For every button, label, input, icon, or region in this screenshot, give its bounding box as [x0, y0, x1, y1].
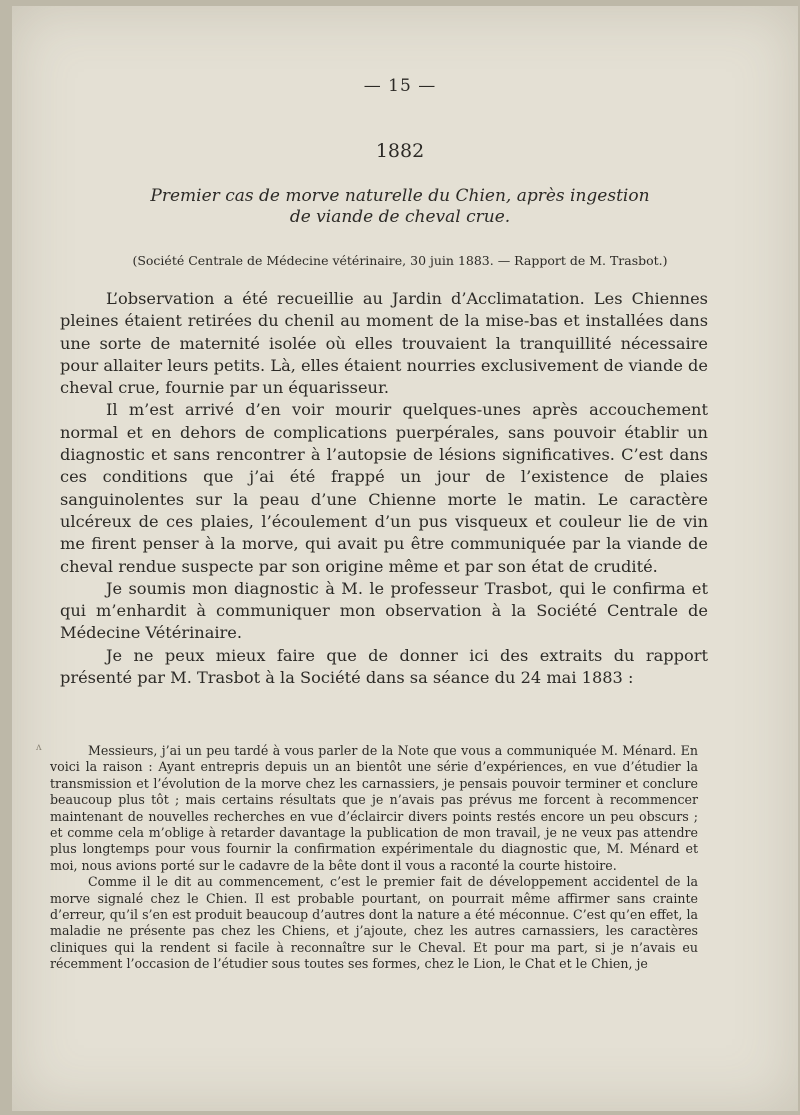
paragraph: L’observation a été recueillie au Jardin d’Acclimatation. Les Chiennes pleines étaient retirées du chenil au moment de la mise-bas et installées dans une sorte de maternité isolée où elles trouvaient la tranquillité nécessaire pour allaiter leurs petits. Là, elles étaient nourries exclusivement de viande de cheval crue, fournie par un équarisseur.: [60, 289, 708, 398]
quoted-report: [50, 743, 698, 973]
source-citation: (Société Centrale de Médecine vétérinaire, 30 juin 1883. — Rapport de M. Trasbot.): [132, 253, 668, 268]
margin-mark: ʌ: [36, 742, 42, 753]
main-text: [60, 288, 708, 689]
paragraph: Il m’est arrivé d’en voir mourir quelques-unes après accouchement normal et en dehors de complications puerpérales, sans pouvoir établir un diagnostic et sans rencontrer à l’autopsie de lésions significatives. C’est dans ces conditions que j’ai été frappé un jour de l’existence de plaies sanguinolentes sur la peau d’une Chienne morte le matin. Le caractère ulcéreux de ces plaies, l’écoulement d’un pus visqueux et couleur lie de vin me firent penser à la morve, qui avait pu être communiquée par la viande de cheval rendue suspecte par son origine même et par son état de crudité.: [60, 400, 708, 576]
paragraph: Je soumis mon diagnostic à M. le professeur Trasbot, qui le confirma et qui m’enhardit à communiquer mon observation à la Société Centrale de Médecine Vétérinaire.: [60, 578, 708, 643]
quote-paragraph: Messieurs, j’ai un peu tardé à vous parler de la Note que vous a communiquée M. Ménard. En voici la raison : Ayant entrepris depuis un an bientôt une série d’expériences, en vue d’étudier la transmission et l’évolution de la morve chez les carnassiers, je pensais pouvoir terminer et conclure beaucoup plus tôt ; mais certains résultats que je n’avais pas prévus me forcent à recommencer maintenant de nouvelles recherches en vue d’éclaircir divers points restés encore un peu obscurs ; et comme cela m’oblige à retarder davantage la publication de mon travail, je ne veux pas attendre plus longtemps pour vous fournir la confirmation expérimentale du diagnostic que, M. Ménard et moi, nous avions porté sur le cadavre de la bête dont il vous a raconté la courte histoire.: [50, 743, 698, 873]
paragraph: Je ne peux mieux faire que de donner ici des extraits du rapport présenté par M. Trasbot à la Société dans sa séance du 24 mai 1883 :: [60, 645, 708, 688]
quote-paragraph: Comme il le dit au commencement, c’est le premier fait de développement accidentel de la morve signalé chez le Chien. Il est probable pourtant, on pourrait même affirmer sans crainte d’erreur, qu’il s’en est produit beaucoup d’autres dont la nature a été méconnue. C’est qu’en effet, la maladie ne présente pas chez les Chiens, et j’ajoute, chez les autres carnassiers, les caractères cliniques qui la rendent si facile à reconnaître sur le Cheval. Et pour ma part, si je n’avais eu récemment l’occasion de l’étudier sous toutes ses formes, chez le Lion, le Chat et le Chien, je: [50, 874, 698, 972]
year-heading: 1882: [375, 140, 425, 162]
page-number: — 15 —: [363, 76, 437, 96]
article-title: Premier cas de morve naturelle du Chien, après ingestion de viande de cheval crue.: [150, 186, 650, 227]
